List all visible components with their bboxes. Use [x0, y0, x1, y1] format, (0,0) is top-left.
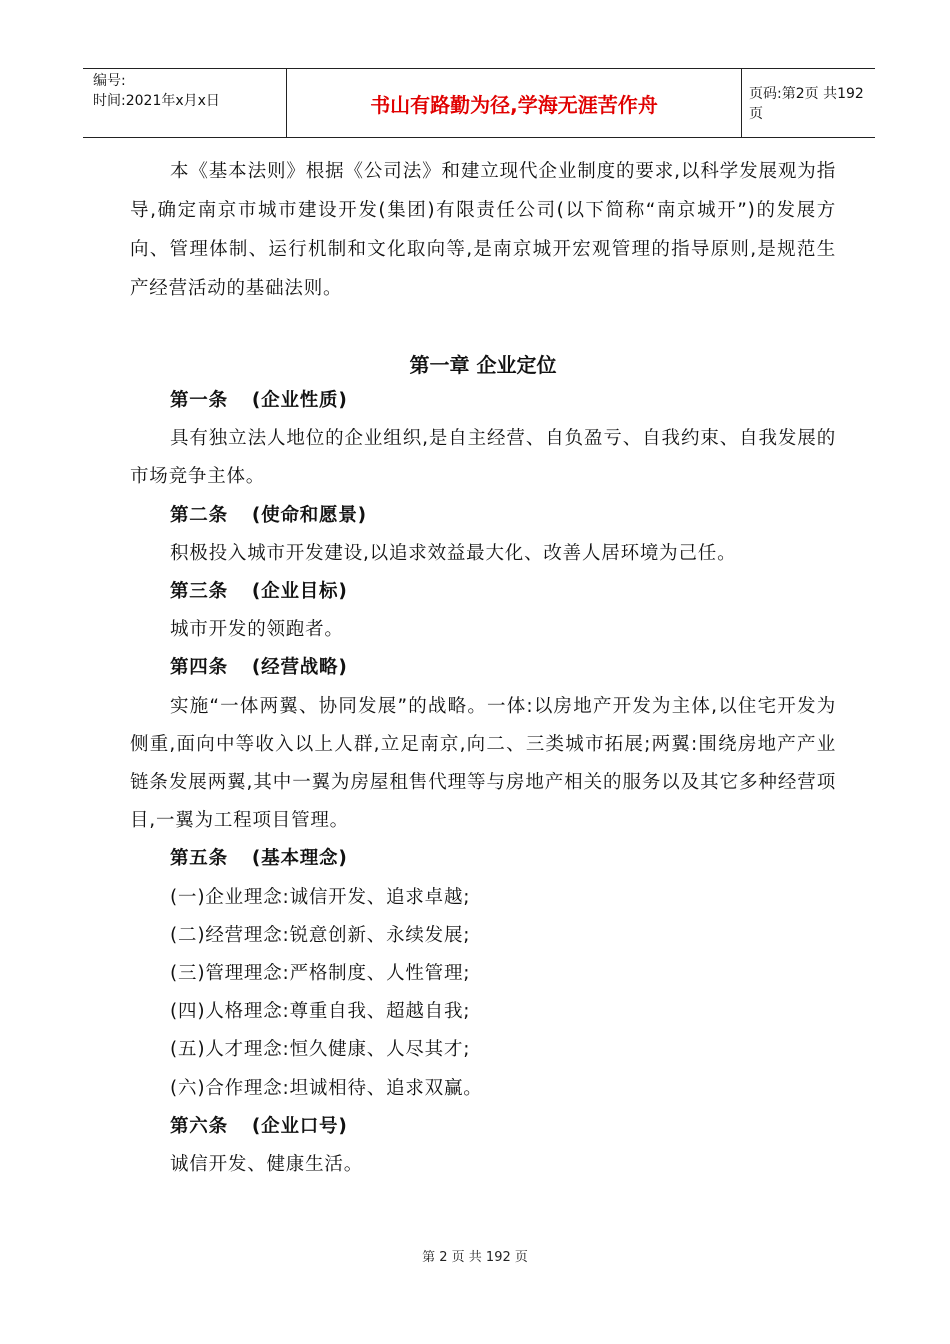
header-motto: 书山有路勤为径,学海无涯苦作舟 — [370, 92, 658, 117]
list-item: (一)企业理念:诚信开发、追求卓越; — [170, 886, 471, 908]
article-body: 城市开发的领跑者。 — [170, 619, 344, 641]
document-time-label: 时间:2021年x月x日 — [93, 93, 220, 109]
articles-section — [130, 382, 836, 1184]
article-body: 积极投入城市开发建设,以追求效益最大化、改善人居环境为己任。 — [170, 542, 737, 564]
list-item: (三)管理理念:严格制度、人性管理; — [170, 963, 471, 985]
article-body: 具有独立法人地位的企业组织,是自主经营、自负盈亏、自我约束、自我发展的市场竞争主体。 — [130, 428, 836, 488]
page-footer: 第 2 页 共 192 页 — [422, 1250, 528, 1265]
list-item: (五)人才理念:恒久健康、人尽其才; — [170, 1039, 471, 1061]
article-heading — [130, 573, 836, 611]
article-heading — [130, 382, 836, 420]
intro-paragraph: 本《基本法则》根据《公司法》和建立现代企业制度的要求,以科学发展观为指导,确定南京市城市建设开发(集团)有限责任公司(以下简称“南京城开”)的发展方向、管理体制、运行机制和文化取向等,是南京城开宏观管理的指导原则,是规范生产经营活动的基础法则。 — [130, 161, 836, 299]
article-number: 第五条 — [170, 848, 228, 870]
header-divider — [741, 69, 742, 137]
article-number: 第二条 — [170, 504, 228, 526]
list-item: (六)合作理念:坦诚相待、追求双赢。 — [170, 1077, 483, 1099]
article-title: (企业目标) — [251, 581, 348, 603]
article-title: (企业性质) — [251, 390, 348, 411]
chapter-title: 第一章 企业定位 — [409, 353, 557, 377]
document-number-label: 编号: — [93, 73, 126, 89]
article-number: 第三条 — [170, 581, 228, 603]
article-title: (使命和愿景) — [251, 504, 367, 526]
article-number: 第六条 — [170, 1115, 228, 1137]
article-body: 实施“一体两翼、协同发展”的战略。一体:以房地产开发为主体,以住宅开发为侧重,面向中等收入以上人群,立足南京,向二、三类城市拓展;两翼:围绕房地产产业链条发展两翼,其中一翼为房屋租售代理等与房地产相关的服务以及其它多种经营项目,一翼为工程项目管理。 — [130, 695, 836, 832]
list-item: (四)人格理念:尊重自我、超越自我; — [170, 1001, 471, 1023]
article-heading — [130, 497, 836, 535]
article-body: 诚信开发、健康生活。 — [170, 1154, 364, 1176]
article-title: (经营战略) — [251, 657, 348, 679]
article-number: 第四条 — [170, 657, 228, 679]
page-header — [83, 68, 875, 138]
article-title: (基本理念) — [251, 848, 348, 870]
article-heading — [130, 649, 836, 687]
header-meta — [93, 71, 283, 111]
article-title: (企业口号) — [251, 1115, 348, 1137]
article-heading — [130, 840, 836, 878]
header-page-info: 页码:第2页 共192页 — [749, 86, 864, 122]
article-number: 第一条 — [170, 390, 228, 411]
list-item: (二)经营理念:锐意创新、永续发展; — [170, 924, 471, 946]
article-heading — [130, 1108, 836, 1146]
